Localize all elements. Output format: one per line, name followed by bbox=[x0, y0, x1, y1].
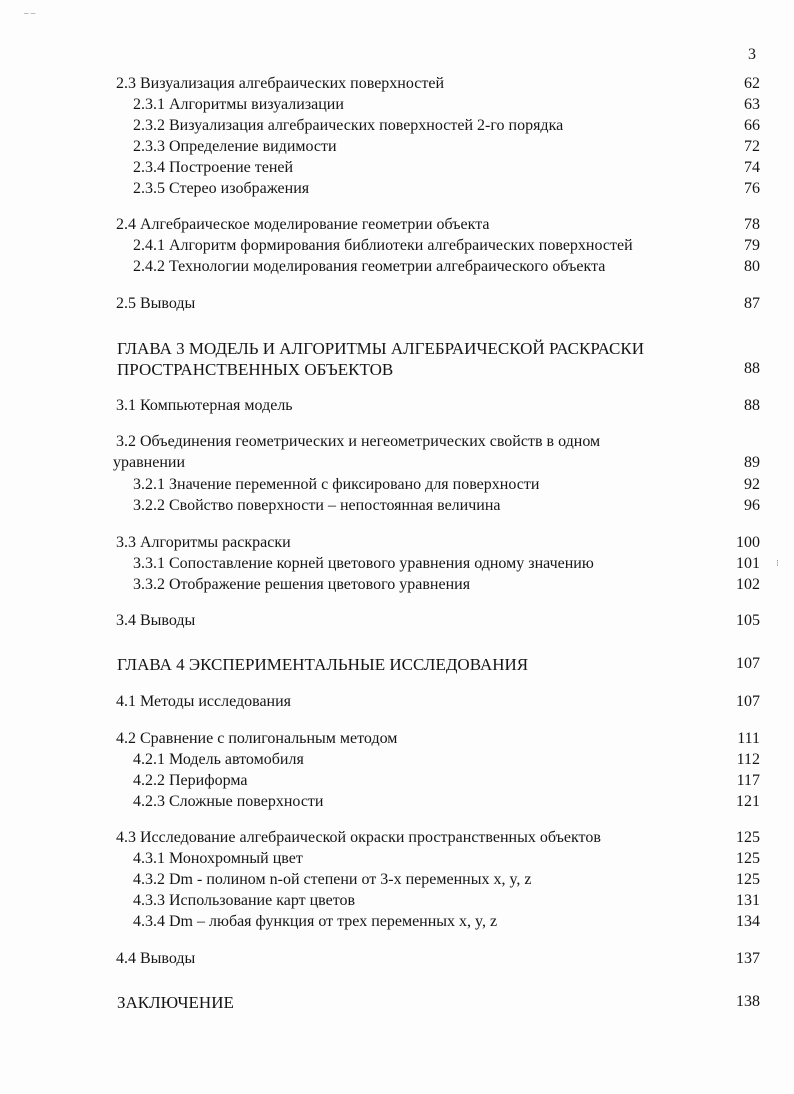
toc-entry bbox=[0, 237, 794, 258]
toc-entry-title: 2.4 Алгебраическое моделирование геометрии объекта bbox=[116, 216, 490, 233]
toc-entry bbox=[0, 476, 794, 497]
toc-entry bbox=[0, 751, 794, 772]
toc-entry-page: 107 bbox=[736, 693, 760, 710]
toc-entry bbox=[0, 850, 794, 871]
toc-entry-title: 3.2.1 Значение переменной с фиксировано для поверхности bbox=[133, 476, 540, 493]
toc-entry bbox=[0, 159, 794, 180]
toc-entry-page: 88 bbox=[744, 360, 760, 377]
toc-entry-page: 66 bbox=[744, 117, 760, 134]
toc-entry-title: 2.3.5 Стерео изображения bbox=[133, 180, 310, 197]
toc-entry-title: 2.4.2 Технологии моделирования геометрии алгебраического объекта bbox=[133, 258, 606, 275]
toc-entry-page: 78 bbox=[744, 216, 760, 233]
toc-entry-page: 100 bbox=[736, 534, 760, 551]
toc-entry bbox=[0, 258, 794, 279]
toc-entry-title: 4.2.3 Сложные поверхности bbox=[133, 793, 324, 810]
toc-entry bbox=[0, 693, 794, 714]
toc-entry-title: 3.1 Компьютерная модель bbox=[116, 397, 293, 414]
toc-entry-title: 4.3.4 Dm – любая функция от трех переменных x, y, z bbox=[133, 913, 498, 930]
toc-entry-page: 96 bbox=[744, 497, 760, 514]
toc-entry-page: 112 bbox=[736, 751, 760, 768]
toc-entry bbox=[0, 75, 794, 96]
toc-entry-title: 2.5 Выводы bbox=[116, 295, 196, 312]
toc-entry-title: 4.3.3 Использование карт цветов bbox=[133, 892, 356, 909]
toc-entry bbox=[0, 433, 794, 454]
toc-entry-title: 2.3.3 Определение видимости bbox=[133, 138, 337, 155]
toc-entry bbox=[0, 772, 794, 793]
toc-entry-title: 2.3.4 Построение теней bbox=[133, 159, 294, 176]
toc-entry-title: 4.3.1 Монохромный цвет bbox=[133, 850, 303, 867]
toc-entry-title: 4.4 Выводы bbox=[116, 950, 196, 967]
toc-entry-title: 4.3 Исследование алгебраической окраски пространственных объектов bbox=[116, 829, 601, 846]
toc-entry-title: 4.2.2 Периформа bbox=[133, 772, 248, 789]
toc-entry bbox=[0, 730, 794, 751]
toc-entry bbox=[0, 397, 794, 418]
scan-artifact-mark: ⁝ bbox=[776, 558, 779, 568]
toc-entry bbox=[0, 180, 794, 201]
toc-entry-title: 3.2 Объединения геометрических и негеометрических свойств в одном bbox=[116, 433, 601, 450]
toc-entry-page: 102 bbox=[736, 576, 760, 593]
toc-entry bbox=[0, 138, 794, 159]
toc-chapter-heading bbox=[0, 360, 794, 381]
toc-entry-title: 3.3 Алгоритмы раскраски bbox=[116, 534, 291, 551]
toc-entry-page: 63 bbox=[744, 96, 760, 113]
toc-entry-page: 92 bbox=[744, 476, 760, 493]
toc-entry-title: 4.1 Методы исследования bbox=[116, 693, 292, 710]
toc-entry-page: 101 bbox=[736, 555, 760, 572]
toc-entry-title: уравнении bbox=[113, 454, 186, 471]
toc-entry-continuation bbox=[0, 454, 794, 475]
toc-entry-title: ПРОСТРАНСТВЕННЫХ ОБЪЕКТОВ bbox=[117, 360, 394, 379]
toc-entry-page: 79 bbox=[744, 237, 760, 254]
toc-entry-title: 3.2.2 Свойство поверхности – непостоянная величина bbox=[133, 497, 501, 514]
toc-entry-page: 117 bbox=[736, 772, 760, 789]
toc-entry bbox=[0, 555, 794, 576]
toc-entry-page: 138 bbox=[736, 993, 760, 1010]
toc-entry-title: 2.3 Визуализация алгебраических поверхностей bbox=[116, 75, 445, 92]
toc-entry-title: 4.2 Сравнение с полигональным методом bbox=[116, 730, 398, 747]
toc-entry-title: 3.4 Выводы bbox=[116, 612, 196, 629]
toc-entry bbox=[0, 96, 794, 117]
toc-entry-page: 137 bbox=[736, 950, 760, 967]
toc-entry-page: 76 bbox=[744, 180, 760, 197]
toc-entry bbox=[0, 950, 794, 971]
toc-entry bbox=[0, 534, 794, 555]
toc-entry bbox=[0, 871, 794, 892]
toc-entry-page: 125 bbox=[736, 829, 760, 846]
toc-entry-page: 89 bbox=[744, 454, 760, 471]
toc-entry bbox=[0, 576, 794, 597]
toc-entry-page: 62 bbox=[744, 75, 760, 92]
toc-entry-page: 134 bbox=[736, 913, 760, 930]
toc-entry-title: 3.3.2 Отображение решения цветового уравнения bbox=[133, 576, 471, 593]
toc-entry bbox=[0, 216, 794, 237]
toc-entry-page: 105 bbox=[736, 612, 760, 629]
toc-entry-title: ГЛАВА 3 МОДЕЛЬ И АЛГОРИТМЫ АЛГЕБРАИЧЕСКОЙ РАСКРАСКИ bbox=[117, 339, 644, 358]
toc-entry-page: 87 bbox=[744, 295, 760, 312]
toc-entry-title: 3.3.1 Сопоставление корней цветового уравнения одному значению bbox=[133, 555, 594, 572]
toc-chapter-heading bbox=[0, 339, 794, 360]
toc-entry-page: 107 bbox=[736, 655, 760, 672]
toc-entry bbox=[0, 892, 794, 913]
toc-entry-page: 88 bbox=[744, 397, 760, 414]
toc-entry-page: 125 bbox=[736, 871, 760, 888]
toc-entry-page: 125 bbox=[736, 850, 760, 867]
toc-chapter-heading bbox=[0, 655, 794, 676]
toc-entry-page: 74 bbox=[744, 159, 760, 176]
toc-entry bbox=[0, 829, 794, 850]
toc-entry-title: 4.2.1 Модель автомобиля bbox=[133, 751, 304, 768]
toc-entry bbox=[0, 295, 794, 316]
scan-artifact-mark: – – bbox=[24, 8, 36, 18]
toc-entry-title: 2.3.2 Визуализация алгебраических поверхностей 2-го порядка bbox=[133, 117, 564, 134]
toc-entry-page: 131 bbox=[736, 892, 760, 909]
toc-entry-page: 121 bbox=[736, 793, 760, 810]
toc-entry-page: 80 bbox=[744, 258, 760, 275]
toc-entry-title: 2.3.1 Алгоритмы визуализации bbox=[133, 96, 344, 113]
toc-entry-title: ГЛАВА 4 ЭКСПЕРИМЕНТАЛЬНЫЕ ИССЛЕДОВАНИЯ bbox=[117, 655, 529, 674]
toc-entry bbox=[0, 913, 794, 934]
toc-entry bbox=[0, 793, 794, 814]
toc-entry-title: 4.3.2 Dm - полином n-ой степени от 3-х переменных x, y, z bbox=[133, 871, 532, 888]
toc-chapter-heading bbox=[0, 993, 794, 1014]
toc-entry bbox=[0, 612, 794, 633]
toc-entry-title: ЗАКЛЮЧЕНИЕ bbox=[117, 993, 234, 1012]
toc-entry-page: 111 bbox=[737, 730, 760, 747]
toc-entry bbox=[0, 117, 794, 138]
toc-entry bbox=[0, 497, 794, 518]
page-number: 3 bbox=[748, 46, 756, 63]
toc-entry-title: 2.4.1 Алгоритм формирования библиотеки алгебраических поверхностей bbox=[133, 237, 633, 254]
toc-entry-page: 72 bbox=[744, 138, 760, 155]
